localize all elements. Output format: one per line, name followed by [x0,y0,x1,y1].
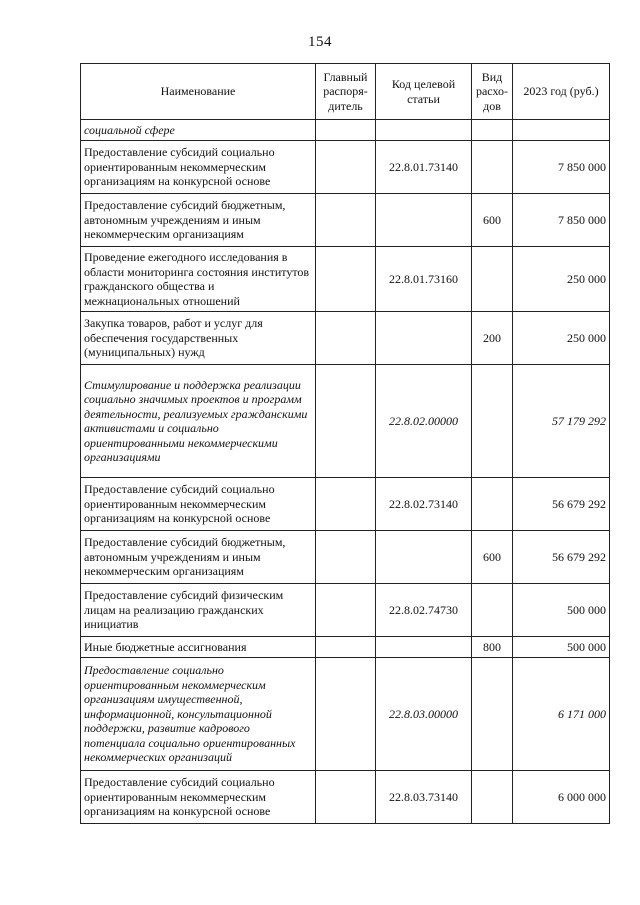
cell-amount: 500 000 [513,637,610,658]
table-row [81,658,610,771]
cell-target-code: 22.8.02.00000 [376,365,472,478]
cell-target-code: 22.8.02.74730 [376,584,472,637]
cell-target-code [376,120,472,141]
header-main-manager: Главный распоря-дитель [316,64,376,120]
cell-main-manager [316,312,376,365]
cell-main-manager [316,365,376,478]
cell-expense-type [472,247,513,312]
cell-main-manager [316,194,376,247]
cell-expense-type [472,658,513,771]
page-number: 154 [308,34,332,50]
cell-name: Предоставление субсидий социально ориентированным некоммерческим организациям на конкурсной основе [81,478,316,531]
cell-target-code [376,312,472,365]
cell-main-manager [316,120,376,141]
table-row [81,771,610,824]
cell-amount: 6 171 000 [513,658,610,771]
cell-amount: 57 179 292 [513,365,610,478]
cell-amount: 250 000 [513,247,610,312]
cell-name: Предоставление субсидий социально ориентированным некоммерческим организациям на конкурсной основе [81,141,316,194]
table-row [81,365,610,478]
cell-main-manager [316,141,376,194]
table-row [81,637,610,658]
cell-expense-type [472,584,513,637]
table-row [81,141,610,194]
cell-expense-type [472,365,513,478]
cell-amount: 56 679 292 [513,478,610,531]
cell-main-manager [316,637,376,658]
cell-target-code: 22.8.02.73140 [376,478,472,531]
cell-name: Стимулирование и поддержка реализации социально значимых проектов и программ деятельности, реализуемых гражданскими активистами и социально ориентированными некоммерческими организациями [81,365,316,478]
table-row [81,194,610,247]
cell-main-manager [316,478,376,531]
cell-main-manager [316,531,376,584]
cell-name: Проведение ежегодного исследования в области мониторинга состояния институтов гражданского общества и межнациональных отношений [81,247,316,312]
table-row [81,120,610,141]
cell-amount: 6 000 000 [513,771,610,824]
header-name: Наименование [81,64,316,120]
cell-target-code: 22.8.03.00000 [376,658,472,771]
table-row [81,478,610,531]
cell-main-manager [316,247,376,312]
cell-name: Иные бюджетные ассигнования [81,637,316,658]
cell-main-manager [316,771,376,824]
cell-target-code: 22.8.03.73140 [376,771,472,824]
table-row [81,312,610,365]
table-row [81,531,610,584]
cell-main-manager [316,584,376,637]
cell-expense-type [472,141,513,194]
cell-amount: 500 000 [513,584,610,637]
cell-expense-type [472,120,513,141]
header-year-2023: 2023 год (руб.) [513,64,610,120]
cell-target-code [376,531,472,584]
cell-name: Предоставление субсидий бюджетным, автономным учреждениям и иным некоммерческим организациям [81,531,316,584]
header-expense-type: Вид расхо-дов [472,64,513,120]
table-row [81,247,610,312]
cell-target-code: 22.8.01.73140 [376,141,472,194]
cell-name: Предоставление социально ориентированным некоммерческим организациям имущественной, информационной, консультационной поддержки, развитие кадрового потенциала социально ориентированных некоммерческих организаций [81,658,316,771]
cell-name: Предоставление субсидий бюджетным, автономным учреждениям и иным некоммерческим организациям [81,194,316,247]
cell-expense-type [472,478,513,531]
cell-target-code: 22.8.01.73160 [376,247,472,312]
cell-amount [513,120,610,141]
cell-amount: 250 000 [513,312,610,365]
cell-expense-type: 600 [472,531,513,584]
cell-expense-type: 600 [472,194,513,247]
cell-name: Закупка товаров, работ и услуг для обеспечения государственных (муниципальных) нужд [81,312,316,365]
header-target-code: Код целевой статьи [376,64,472,120]
cell-name: социальной сфере [81,120,316,141]
cell-amount: 7 850 000 [513,141,610,194]
budget-table [80,63,610,824]
cell-expense-type [472,771,513,824]
cell-amount: 7 850 000 [513,194,610,247]
cell-amount: 56 679 292 [513,531,610,584]
cell-expense-type: 200 [472,312,513,365]
cell-target-code [376,637,472,658]
cell-expense-type: 800 [472,637,513,658]
cell-target-code [376,194,472,247]
cell-name: Предоставление субсидий социально ориентированным некоммерческим организациям на конкурсной основе [81,771,316,824]
table-row [81,584,610,637]
cell-main-manager [316,658,376,771]
table-header-row [81,64,610,120]
cell-name: Предоставление субсидий физическим лицам на реализацию гражданских инициатив [81,584,316,637]
